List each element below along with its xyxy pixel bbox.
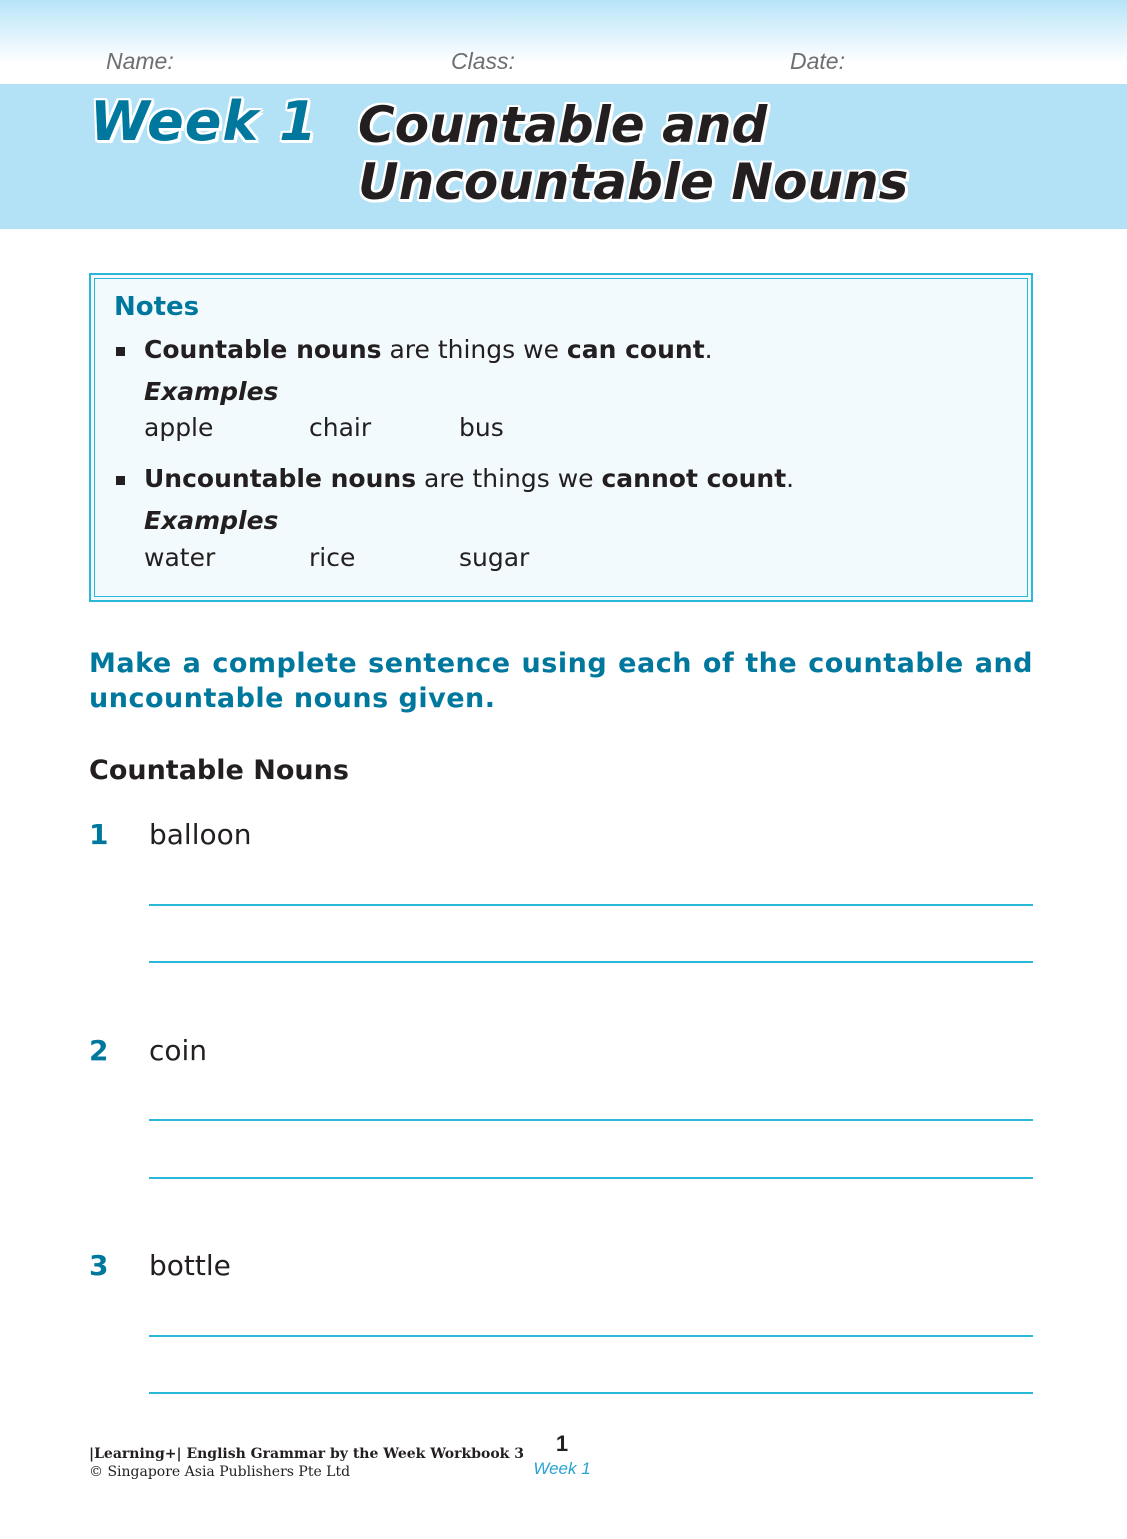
answer-line[interactable] <box>149 1177 1033 1179</box>
name-label: Name: <box>106 48 174 74</box>
bullet-icon <box>116 476 125 485</box>
uncountable-examples-label: Examples <box>144 506 279 535</box>
answer-line[interactable] <box>149 1392 1033 1394</box>
bullet-icon <box>116 347 125 356</box>
example-word: water <box>144 543 216 572</box>
answer-line[interactable] <box>149 961 1033 963</box>
answer-line[interactable] <box>149 1119 1033 1121</box>
example-word: rice <box>309 543 356 572</box>
item-number: 2 <box>89 1034 109 1067</box>
item-word: balloon <box>149 818 252 851</box>
date-label: Date: <box>790 48 845 74</box>
instruction-text: Make a complete sentence using each of the countable and uncountable nouns given. <box>89 648 1033 714</box>
countable-definition: Countable nouns are things we can count. <box>144 335 713 364</box>
page-title-line-2: Uncountable Nouns <box>358 153 909 211</box>
notes-heading: Notes <box>114 292 200 322</box>
item-number: 3 <box>89 1249 109 1282</box>
page-title-line-1: Countable and <box>358 96 768 154</box>
page-number: 1 <box>555 1431 569 1456</box>
answer-line[interactable] <box>149 1335 1033 1337</box>
week-label: Week 1 <box>90 90 318 153</box>
class-label: Class: <box>451 48 515 74</box>
uncountable-definition: Uncountable nouns are things we cannot count. <box>144 464 795 493</box>
example-word: bus <box>459 413 504 442</box>
countable-examples-label: Examples <box>144 377 279 406</box>
item-number: 1 <box>89 818 109 851</box>
footer-copyright: © Singapore Asia Publishers Pte Ltd <box>89 1464 351 1480</box>
notes-box <box>89 273 1033 602</box>
answer-line[interactable] <box>149 904 1033 906</box>
page-week-label: Week 1 <box>533 1459 591 1478</box>
item-word: coin <box>149 1034 208 1067</box>
footer-book-title: |Learning+| English Grammar by the Week Workbook 3 <box>89 1446 524 1462</box>
example-word: chair <box>309 413 372 442</box>
item-word: bottle <box>149 1249 231 1282</box>
section-heading: Countable Nouns <box>89 755 349 786</box>
example-word: sugar <box>459 543 530 572</box>
example-word: apple <box>144 413 214 442</box>
